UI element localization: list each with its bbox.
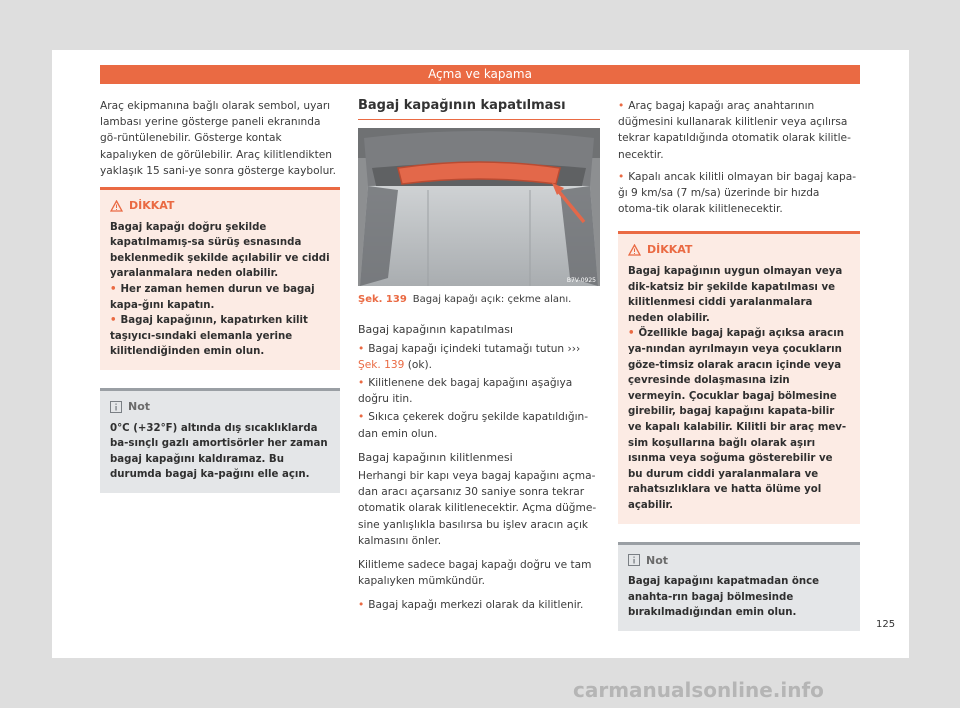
page-number: 125 xyxy=(876,619,896,630)
list-item: • Araç bagaj kapağı araç anahtarının düğmesini kullanarak kilitlenir veya açılırsa tekrar kapatıldığında otomatik olarak kilitle-necektir. xyxy=(618,100,851,161)
section-title: Bagaj kapağının kapatılması xyxy=(358,98,600,120)
note-title: Not xyxy=(128,399,151,413)
warning-bullet: • Özellikle bagaj kapağı açıksa aracın ya-nından ayrılmayın veya çocukların göze-timsiz olarak aracın içinde veya çevresinde dolaşmasına izin vermeyin. Çocuklar bagaj bölmesine girebilir, bagaj kapağını kapata-bilir ve kapalı kalabilir. Kilitli bir araç mev-sim koşullarına bağlı olarak aşırı ısınma veya soğuma gösterebilir ve bu durum ciddi yaralanmalara ve rahatsızlıklara ve hatta ölüme yol açabilir. xyxy=(628,328,847,511)
warning-text: Bagaj kapağı doğru şekilde kapatılmamış-sa sürüş esnasında beklenmedik şekilde açılabilir ve ciddi yaralanmalara neden olabilir. xyxy=(110,221,330,280)
warning-bullet: • Bagaj kapağının, kapatırken kilit taşıyıcı-sındaki elemanla yerine kilitlendiğinden emin olun. xyxy=(110,315,308,358)
list-item: • Kilitlenene dek bagaj kapağını aşağıya doğru itin. xyxy=(358,377,573,406)
list-item: • Bagaj kapağı içindeki tutamağı tutun ››› Şek. 139 (ok). xyxy=(358,342,581,371)
tailgate-illustration xyxy=(358,128,600,286)
warning-triangle-icon xyxy=(628,244,641,256)
note-text: 0°C (+32°F) altında dış sıcaklıklarda ba-sınçlı gazlı amortisörler her zaman bagaj kapağını kaldıramaz. Bu durumda bagaj ka-pağını elle açın. xyxy=(110,422,328,481)
column-right xyxy=(618,98,860,631)
figure-caption: Şek. 139 Bagaj kapağı açık: çekme alanı. xyxy=(358,294,572,306)
list-item: • Sıkıca çekerek doğru şekilde kapatıldığın-dan emin olun. xyxy=(358,411,589,440)
intro-paragraph: Araç ekipmanına bağlı olarak sembol, uyarı lambası yerine gösterge paneli ekranında gö-rüntülenebilir. Gösterge kontak kapalıyken de görülebilir. Araç kilitlendikten yaklaşık 15 sani-ye sonra gösterge kaybolur. xyxy=(100,100,337,177)
warning-text: Bagaj kapağının uygun olmayan veya dik-katsiz bir şekilde kapatılması ve kilitlenmesi ciddi yaralanmalara neden olabilir. xyxy=(628,266,843,324)
warning-title: DİKKAT xyxy=(129,199,175,213)
note-text: Bagaj kapağını kapatmadan önce anahta-rın bagaj bölmesinde bırakılmadığından emin olun. xyxy=(628,576,820,619)
subheading: Bagaj kapağının kilitlenmesi xyxy=(358,450,513,464)
warning-box xyxy=(100,187,340,370)
warning-triangle-icon xyxy=(110,200,123,212)
paragraph: Herhangi bir kapı veya bagaj kapağını açma-dan aracı açarsanız 30 saniye sonra tekrar otomatik olarak kilitlenecektir. Açma düğme-sine yanlışlıkla basılırsa bu işlev aracın açık kalmasını önler. xyxy=(358,470,597,547)
figure-code: B7V-0925 xyxy=(566,277,596,285)
tailgate-figure xyxy=(358,128,600,286)
note-box xyxy=(100,388,340,493)
page-header: Açma ve kapama xyxy=(100,65,860,84)
note-box xyxy=(618,542,860,631)
warning-title: DİKKAT xyxy=(647,243,693,257)
info-icon xyxy=(628,554,640,566)
column-middle xyxy=(358,98,600,614)
watermark-text: carmanualsonline.info xyxy=(573,678,824,702)
warning-box xyxy=(618,231,860,523)
column-left xyxy=(100,98,340,493)
list-item: • Bagaj kapağı merkezi olarak da kilitlenir. xyxy=(358,599,584,612)
note-title: Not xyxy=(646,553,669,567)
figure-link[interactable]: Şek. 139 xyxy=(358,358,405,371)
warning-bullet: • Her zaman hemen durun ve bagaj kapa-ğını kapatın. xyxy=(110,283,315,311)
info-icon xyxy=(110,401,122,413)
figure-number: Şek. 139 xyxy=(358,294,407,306)
list-item: • Kapalı ancak kilitli olmayan bir bagaj kapa-ğı 9 km/sa (7 m/sa) üzerinde bir hızda otoma-tik olarak kilitlenecektir. xyxy=(618,170,857,216)
paragraph: Kilitleme sadece bagaj kapağı doğru ve tam kapalıyken mümkündür. xyxy=(358,559,592,588)
subheading: Bagaj kapağının kapatılması xyxy=(358,323,514,337)
